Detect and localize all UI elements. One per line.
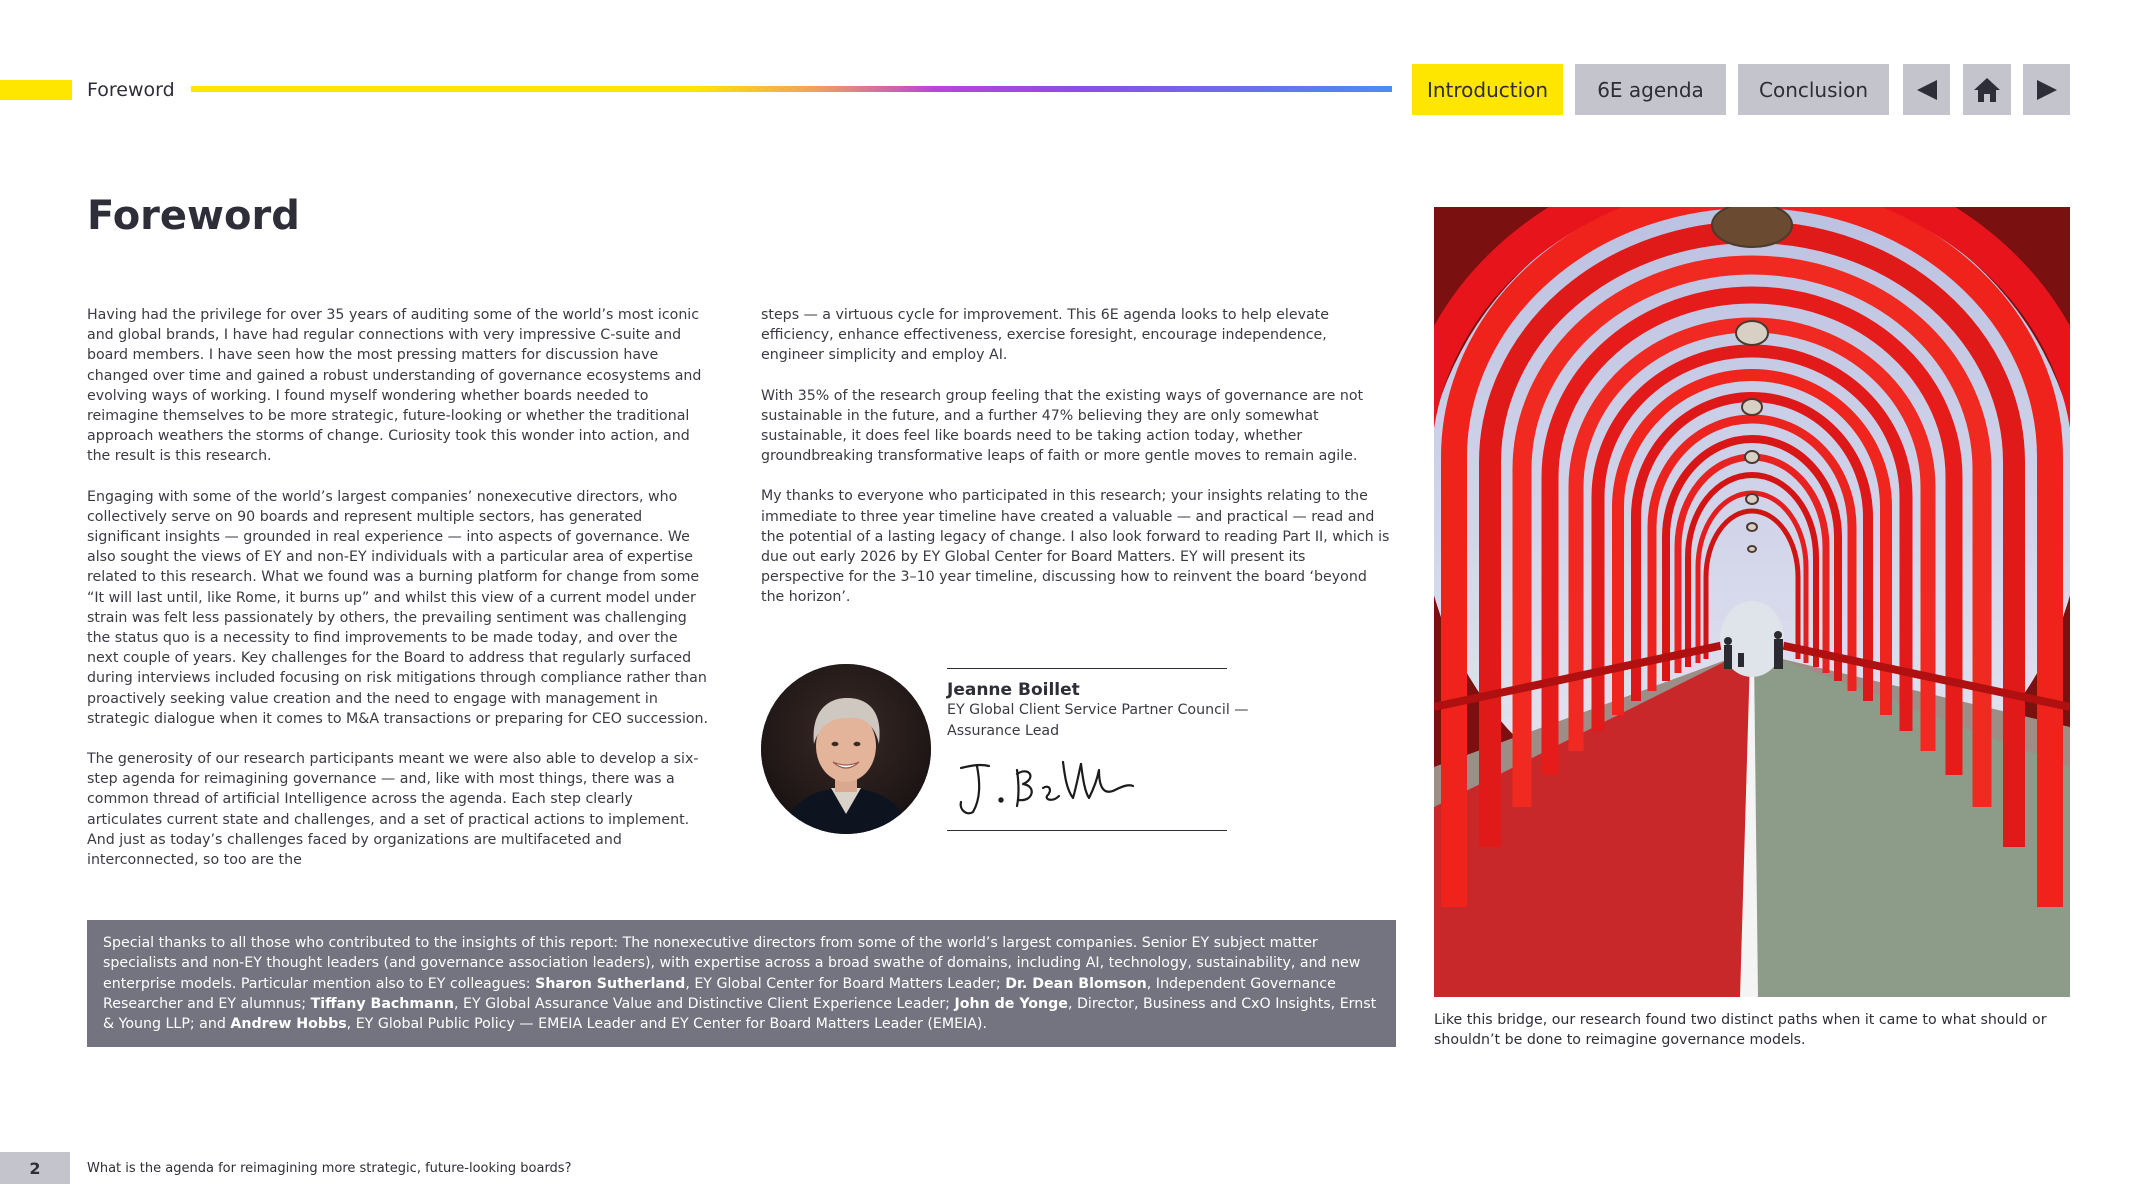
body-column-left (87, 305, 712, 890)
author-title: EY Global Client Service Partner Council — Assurance Lead (947, 702, 1249, 739)
next-page-button[interactable] (2023, 64, 2070, 115)
paragraph: Having had the privilege for over 35 years of auditing some of the world’s most iconic and global brands, I have had regular connections with very impressive C-suite and board members. I have seen how the most pressing matters for discussion have changed over time and gained a robust understanding of governance ecosystems and evolving ways of working. I found myself wondering whether boards needed to reimagine themselves to be more strategic, future-looking or whether the traditional approach weathers the storms of change. Curiosity took this wonder into action, and the result is this research. (87, 307, 702, 465)
paragraph: With 35% of the research group feeling that the existing ways of governance are not sustainable in the future, and a further 47% believing they are only somewhat sustainable, it does feel like boards need to be taking action today, whether groundbreaking transformative leaps of faith or more gentle moves to remain agile. (761, 387, 1364, 465)
gradient-rule (191, 86, 1392, 92)
paragraph: The generosity of our research participants meant we were also able to develop a six-step agenda for reimagining governance — and, like with most things, there was a common thread of artificial Intelligence across the agenda. Each step clearly articulates current state and challenges, and a set of practical actions to implement. And just as today’s challenges faced by organizations are multifaceted and interconnected, so too are the (87, 751, 699, 869)
paragraph: Engaging with some of the world’s largest companies’ nonexecutive directors, who collectively serve on 90 boards and represent multiple sectors, has generated significant insights — grounded in real experience — into aspects of governance. We also sought the views of EY and non-EY individuals with a particular area of expertise related to this research. What we found was a burning platform for change from some “It will last until, like Rome, it burns up” and whilst this view of a current model under strain was felt less passionately by others, the prevailing sentiment was challenging the status quo is a necessity to find improvements to be made today, and over the next couple of years. Key challenges for the Board to address that regularly surfaced during interviews included focusing on risk mitigations through compliance rather than proactively seeking value creation and the need to engage with management in strategic dialogue when it comes to M&A transactions or preparing for CEO succession. (87, 488, 709, 727)
paragraph: steps — a virtuous cycle for improvement. This 6E agenda looks to help elevate efficiency, enhance effectiveness, exercise foresight, encourage independence, engineer simplicity and employ AI. (761, 307, 1329, 364)
previous-page-button[interactable] (1903, 64, 1950, 115)
contributor-role: , EY Global Center for Board Matters Leader; (685, 975, 1006, 992)
contributor-name: John de Yonge (954, 995, 1068, 1012)
contributor-name: Dr. Dean Blomson (1005, 975, 1147, 992)
section-label: Foreword (87, 79, 175, 101)
contributor-role: , EY Global Public Policy — EMEIA Leader and EY Center for Board Matters Leader (EMEIA). (346, 1016, 987, 1033)
contributor-role: , EY Global Assurance Value and Distinctive Client Experience Leader; (453, 995, 955, 1012)
contributor-name: Andrew Hobbs (230, 1016, 347, 1033)
page-number: 2 (0, 1152, 70, 1184)
handwritten-signature (947, 750, 1137, 820)
paragraph: My thanks to everyone who participated in this research; your insights relating to the immediate to three year timeline have created a valuable — and practical — read and the potential of a lasting legacy of change. I also look forward to reading Part II, which is due out early 2026 by EY Global Center for Board Matters. EY will present its perspective for the 3–10 year timeline, discussing how to reinvent the board ‘beyond the horizon’. (761, 488, 1390, 606)
author-name: Jeanne Boillet (947, 680, 1080, 700)
contributor-role: , Director, Business and CxO Insights, Ernst & Young LLP; and (103, 995, 1377, 1033)
acknowledgements-intro: Special thanks to all those who contributed to the insights of this report: The nonexecutive directors from some of the world’s largest companies. Senior EY subject matter specialists and non-EY thought leaders (and governance association leaders), with expertise across a broad swathe of domains, including AI, technology, sustainability, and new enterprise models. Particular mention also to EY colleagues: (103, 935, 1361, 992)
page-title: Foreword (87, 193, 300, 239)
section-marker (0, 80, 72, 100)
nav-6e-agenda-button[interactable]: 6E agenda (1575, 64, 1726, 115)
bridge-photo (1434, 207, 2070, 997)
contributor-name: Tiffany Bachmann (310, 995, 454, 1012)
photo-caption: Like this bridge, our research found two distinct paths when it came to what should or shouldn’t be done to reimagine governance models. (1434, 1012, 2047, 1049)
contributor-role: , Independent Governance Researcher and EY alumnus; (103, 975, 1336, 1012)
document-title: What is the agenda for reimagining more strategic, future-looking boards? (87, 1161, 572, 1176)
triangle-right-icon (2035, 78, 2059, 102)
author-portrait (761, 664, 931, 834)
nav-introduction-button[interactable]: Introduction (1412, 64, 1563, 115)
triangle-left-icon (1915, 78, 1939, 102)
divider (947, 668, 1227, 669)
contributor-name: Sharon Sutherland (535, 975, 686, 992)
home-icon (1973, 76, 2001, 104)
body-column-right (761, 305, 1391, 628)
divider (947, 830, 1227, 831)
home-button[interactable] (1963, 64, 2011, 115)
nav-conclusion-button[interactable]: Conclusion (1738, 64, 1889, 115)
acknowledgements-box (87, 920, 1396, 1047)
